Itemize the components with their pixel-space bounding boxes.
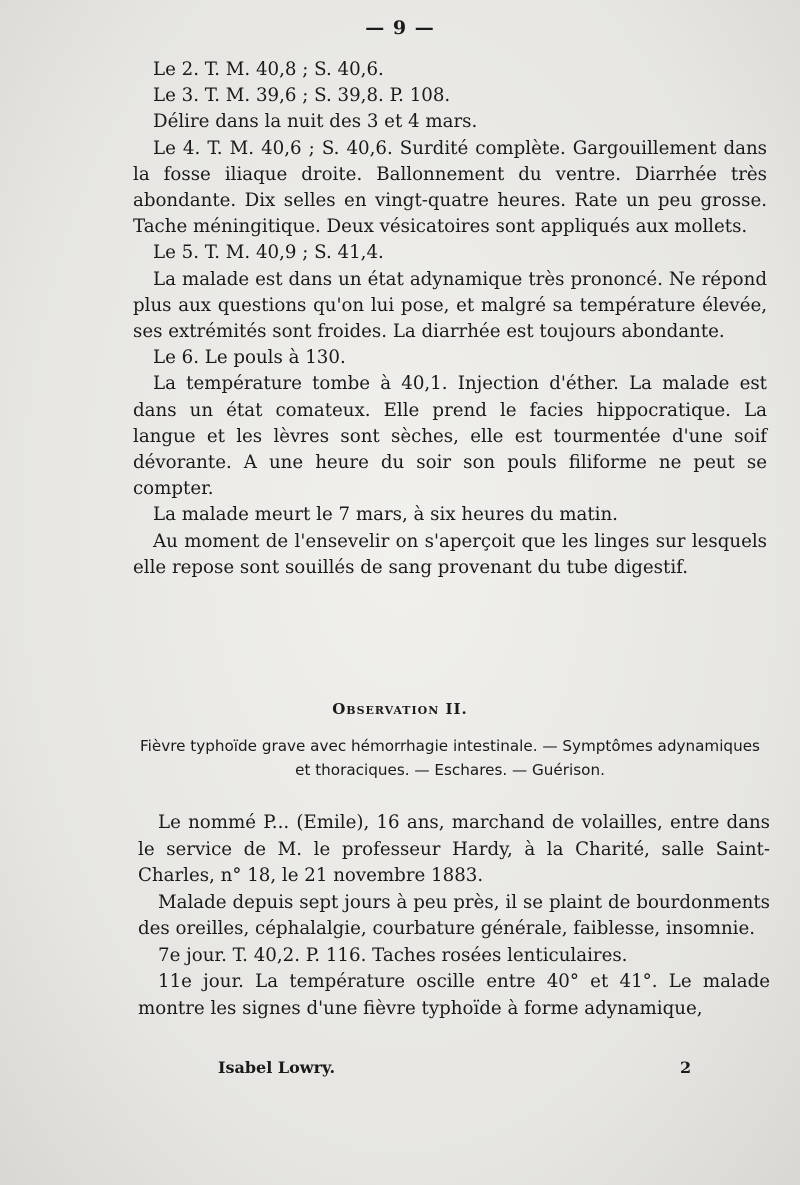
paragraph: Au moment de l'ensevelir on s'aperçoit que les linges sur lesquels elle repose sont souillés de sang provenant du tube digestif. [133,530,767,578]
paragraph: Délire dans la nuit des 3 et 4 mars. [153,111,478,133]
paragraph: 11e jour. La température oscille entre 40° et 41°. Le malade montre les signes d'une fièvre typhoïde à forme adynamique, [138,971,770,1019]
observation-subtitle: Fièvre typhoïde grave avec hémorrhagie intestinale. — Symptômes adynamiques et thoraciques. — Eschares. — Guérison. [140,737,760,779]
paragraph: Le 2. T. M. 40,8 ; S. 40,6. [153,59,384,80]
paragraph: La malade est dans un état adynamique très prononcé. Ne répond plus aux questions qu'on lui pose, et malgré sa température élevée, ses extrémités sont froides. La diarrhée est toujours abondante. [133,268,767,343]
signature-number: 2 [680,1058,692,1077]
paragraph: Malade depuis sept jours à peu près, il se plaint de bourdonments des oreilles, céphalalgie, courbature générale, faiblesse, insomnie. [138,891,770,939]
paragraph: Le nommé P... (Emile), 16 ans, marchand de volailles, entre dans le service de M. le professeur Hardy, à la Charité, salle Saint-Charles, n° 18, le 21 novembre 1883. [138,812,770,886]
observation-i-continued [133,57,767,581]
paragraph: Le 4. T. M. 40,6 ; S. 40,6. Surdité complète. Gargouillement dans la fosse iliaque droite. Ballonnement du ventre. Diarrhée très abondante. Dix selles en vingt-quatre heures. Rate un peu grosse. Tache méningitique. Deux vésicatoires sont appliqués aux mollets. [133,137,767,238]
paragraph: La température tombe à 40,1. Injection d'éther. La malade est dans un état comateux. Elle prend le facies hippocratique. La langue et les lèvres sont sèches, elle est tourmentée d'une soif dévorante. A une heure du soir son pouls filiforme ne peut se compter. [133,373,767,500]
observation-ii-text [138,810,770,1022]
observation-heading: Observation II. [332,700,468,718]
paragraph: 7e jour. T. 40,2. P. 116. Taches rosées lenticulaires. [158,944,628,966]
paragraph: Le 5. T. M. 40,9 ; S. 41,4. [153,242,384,264]
paragraph: La malade meurt le 7 mars, à six heures du matin. [153,504,618,526]
page-number: — 9 — [365,17,435,39]
paragraph: Le 3. T. M. 39,6 ; S. 39,8. P. 108. [153,85,451,107]
printer-signature: Isabel Lowry. [218,1058,336,1077]
paragraph: Le 6. Le pouls à 130. [153,347,346,369]
